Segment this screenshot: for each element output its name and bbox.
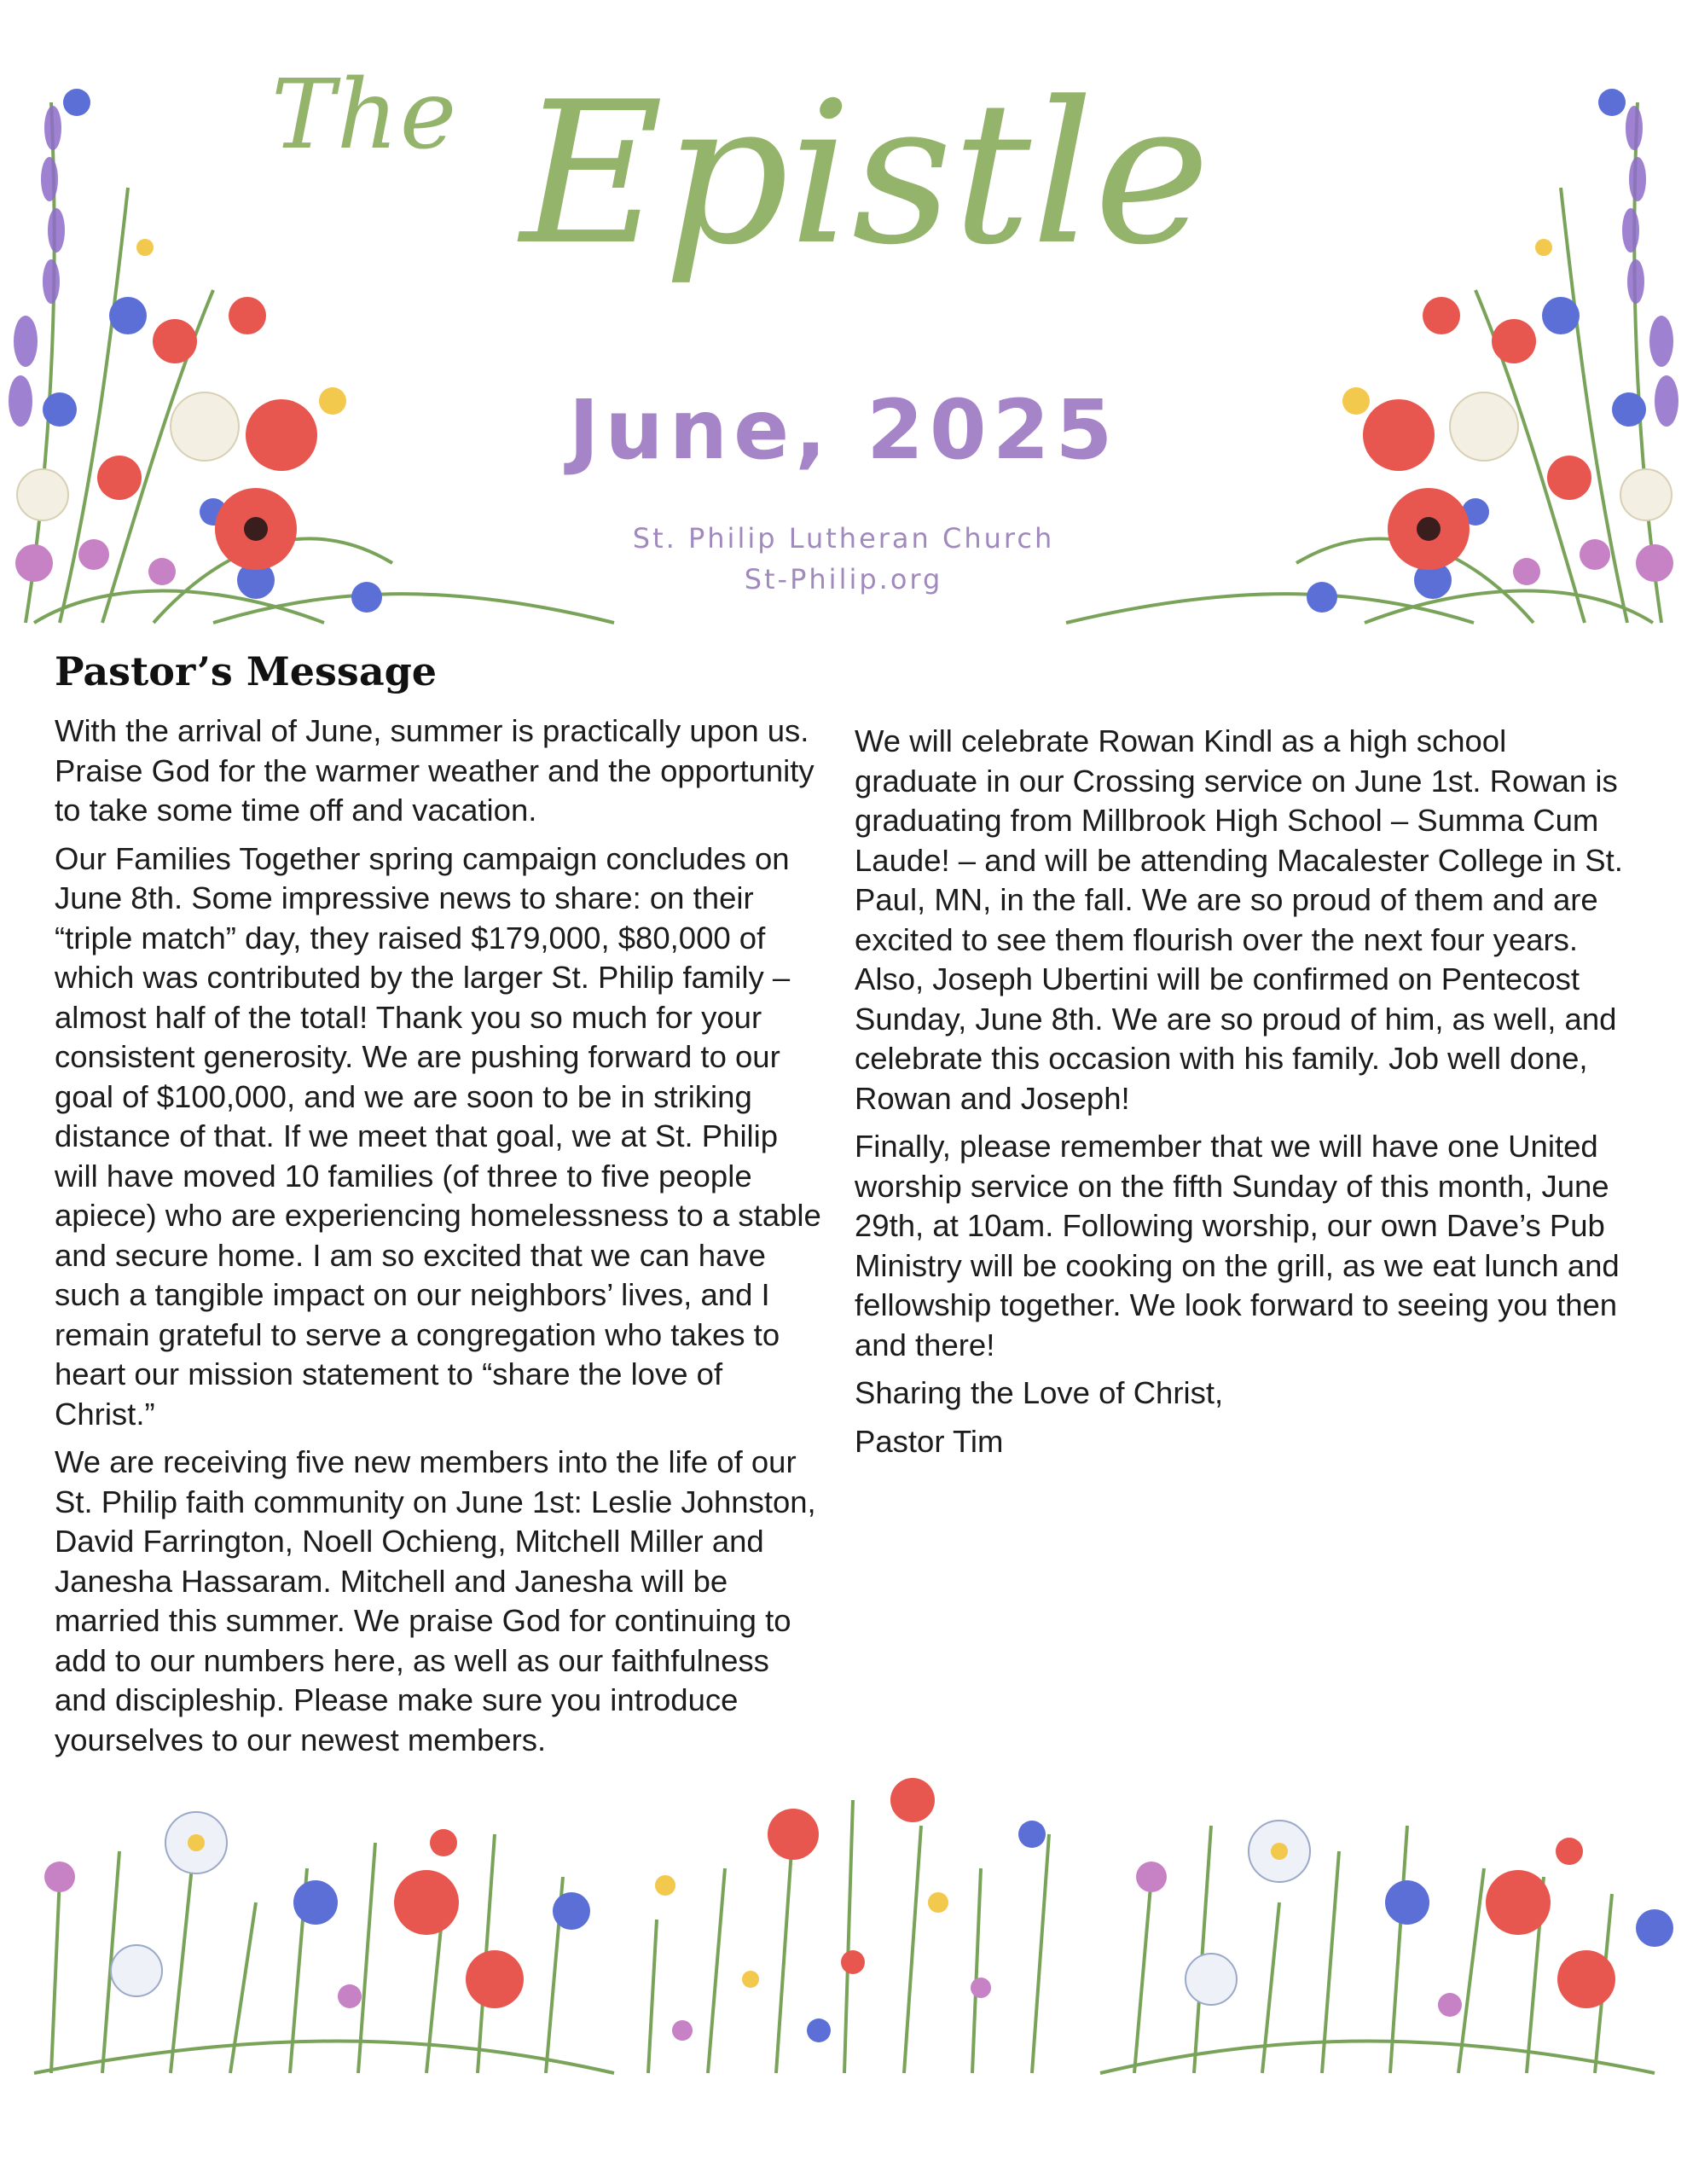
article-paragraph: Our Families Together spring campaign concludes on June 8th. Some impressive news to share: on their “triple match” day, they raised $179,000, $80,000 of which was contributed by the larger St. Philip family – almost half of the total! Thank you so much for your consistent generosity. We are pushing forward to our goal of $100,000, and we are soon to be in striking distance of that. If we meet that goal, we at St. Philip will have moved 10 families (of three to five people apiece) who are experiencing homelessness to a stable and secure home. I am so excited that we can have such a tangible impact on our neighbors’ lives, and I remain grateful to serve a congregation who takes to heart our mission statement to “share the love of Christ.”: [55, 840, 821, 1432]
article-column-right: [855, 722, 1638, 1470]
article-paragraph: We will celebrate Rowan Kindl as a high school graduate in our Crossing service on June 1st. Rowan is graduating from Millbrook High School – Summa Cum Laude! – and will be attending Macalester College in St. Paul, MN, in the fall. We are so proud of them and are excited to see them flourish over the next four years. Also, Joseph Ubertini will be confirmed on Pentecost Sunday, June 8th. We are so proud of him, as well, and celebrate this occasion with his family. Job well done, Rowan and Joseph!: [855, 723, 1623, 1116]
closing-line: Sharing the Love of Christ,: [855, 1375, 1224, 1410]
wildflower-border-illustration: [0, 1774, 1687, 2082]
article-heading: Pastor’s Message: [55, 648, 438, 694]
issue-date: June, 2025: [568, 382, 1119, 478]
article-paragraph: Finally, please remember that we will have one United worship service on the fifth Sunday of this month, June 29th, at 10am. Following worship, our own Dave’s Pub Ministry will be cooking on the grill, as we eat lunch and fellowship together. We look forward to seeing you then and there!: [855, 1129, 1620, 1362]
church-name: St. Philip Lutheran Church: [632, 522, 1055, 555]
church-website: St-Philip.org: [744, 563, 943, 595]
signature: Pastor Tim: [855, 1423, 1004, 1459]
masthead-title-the: The: [271, 60, 459, 171]
masthead-title: Epistle: [520, 61, 1210, 288]
article-column-left: [55, 712, 822, 1769]
article-paragraph: We are receiving five new members into the life of our St. Philip faith community on June 1st: Leslie Johnston, David Farrington, Noell Ochieng, Mitchell Miller and Janesha Hassaram. Mitchell and Janesha will be married this summer. We praise God for continuing to add to our numbers here, as well as our faithfulness and discipleship. Please make sure you introduce yourselves to our newest members.: [55, 1444, 816, 1757]
article-paragraph: With the arrival of June, summer is practically upon us. Praise God for the warmer weather and the opportunity to take some time off and vacation.: [55, 713, 815, 828]
